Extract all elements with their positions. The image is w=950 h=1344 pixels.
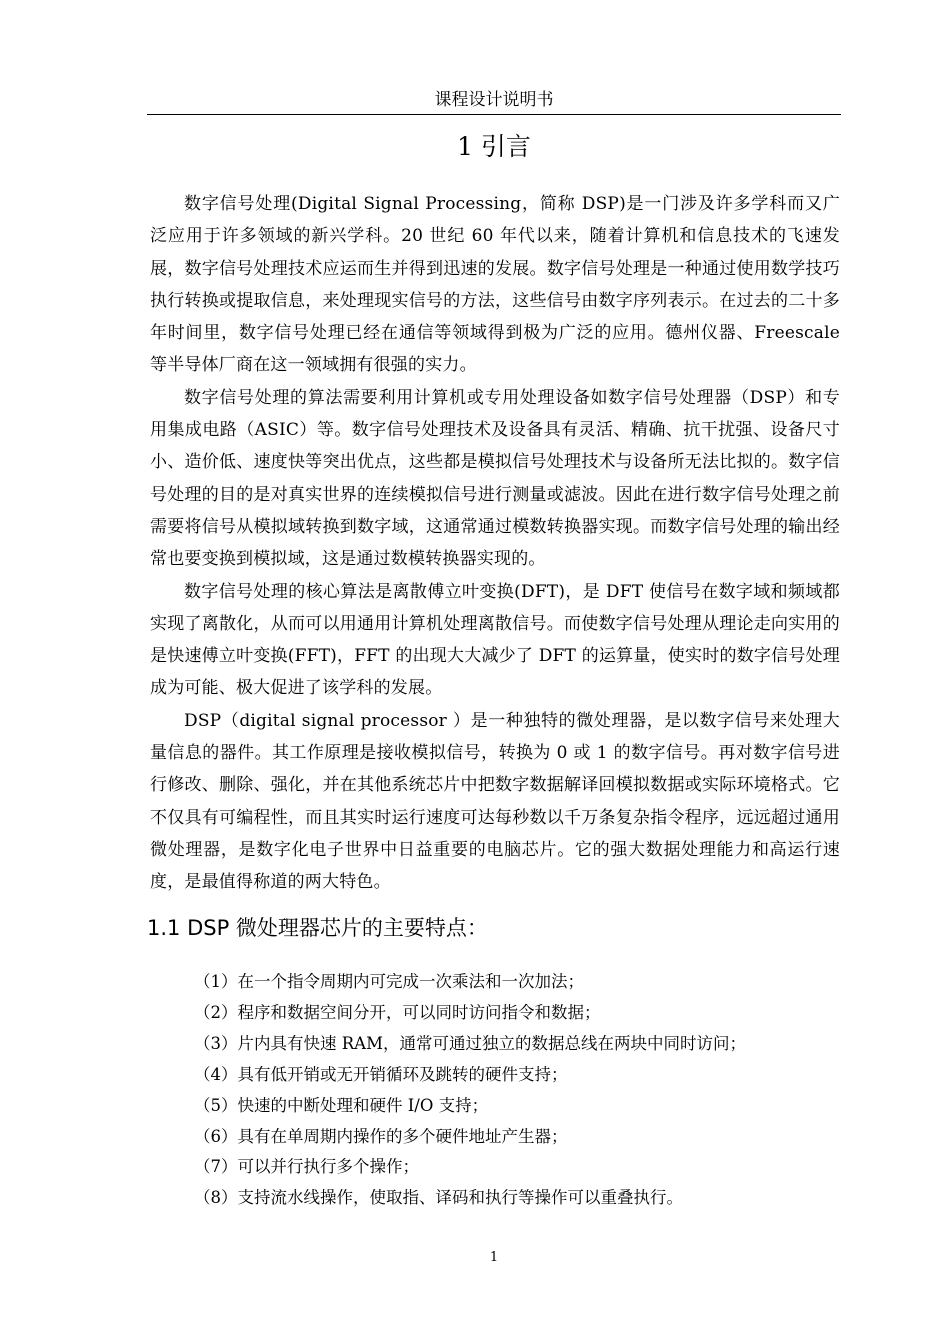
running-header: 课程设计说明书 <box>434 90 554 110</box>
feature-list <box>194 967 840 1214</box>
paragraph-dft-fft: 数字信号处理的核心算法是离散傅立叶变换(DFT)，是 DFT 使信号在数字域和频域都实现了离散化，从而可以用通用计算机处理离散信号。而使数字信号处理从理论走向实用的是快速傅立叶变换(FFT)，FFT 的出现大大减少了 DFT 的运算量，使实时的数字信号处理成为可能、极大促进了该学科的发展。 <box>150 581 840 699</box>
list-item: （4）具有低开销或无开销循环及跳转的硬件支持； <box>194 1064 568 1084</box>
list-item: （3）片内具有快速 RAM，通常可通过独立的数据总线在两块中同时访问； <box>194 1033 746 1053</box>
list-item: （1）在一个指令周期内可完成一次乘法和一次加法； <box>194 972 584 991</box>
header-divider <box>147 114 841 115</box>
intro-body <box>150 188 840 899</box>
list-item: （6）具有在单周期内操作的多个硬件地址产生器； <box>194 1126 568 1146</box>
list-item: （5）快速的中断处理和硬件 I/O 支持； <box>194 1095 489 1115</box>
chapter-title: 1 引言 <box>457 132 531 161</box>
paragraph-dsp-processor: DSP（digital signal processor ）是一种独特的微处理器，是以数字信号来处理大量信息的器件。其工作原理是接收模拟信号，转换为 0 或 1 的数字信号。再对数字信号进行修改、删除、强化，并在其他系统芯片中把数字数据解译回模拟数据或实际环境格式。它不仅具有可编程性，而且其实时运行速度可达每秒数以千万条复杂指令程序，远远超过通用微处理器，是数字化电子世界中日益重要的电脑芯片。它的强大数据处理能力和高运行速度，是最值得称道的两大特色。 <box>150 710 840 893</box>
paragraph-dsp-algorithms: 数字信号处理的算法需要利用计算机或专用处理设备如数字信号处理器（DSP）和专用集成电路（ASIC）等。数字信号处理技术及设备具有灵活、精确、抗干扰强、设备尺寸小、造价低、速度快等突出优点，这些都是模拟信号处理技术与设备所无法比拟的。数字信号处理的目的是对真实世界的连续模拟信号进行测量或滤波。因此在进行数字信号处理之前需要将信号从模拟域转换到数字域，这通常通过模数转换器实现。而数字信号处理的输出经常也要变换到模拟域，这是通过数模转换器实现的。 <box>150 387 840 570</box>
paragraph-dsp-overview: 数字信号处理(Digital Signal Processing，简称 DSP)是一门涉及许多学科而又广泛应用于许多领域的新兴学科。20 世纪 60 年代以来，随着计算机和信息技术的飞速发展，数字信号处理技术应运而生并得到迅速的发展。数字信号处理是一种通过使用数学技巧执行转换或提取信息，来处理现实信号的方法，这些信号由数字序列表示。在过去的二十多年时间里，数字信号处理已经在通信等领域得到极为广泛的应用。德州仪器、Freescale 等半导体厂商在这一领域拥有很强的实力。 <box>150 194 840 376</box>
page-number: 1 <box>489 1250 499 1265</box>
list-item: （2）程序和数据空间分开，可以同时访问指令和数据； <box>194 1002 601 1022</box>
list-item: （7）可以并行执行多个操作； <box>194 1157 419 1177</box>
section-heading: 1.1 DSP 微处理器芯片的主要特点： <box>147 916 488 940</box>
list-item: （8）支持流水线操作，使取指、译码和执行等操作可以重叠执行。 <box>194 1188 683 1208</box>
